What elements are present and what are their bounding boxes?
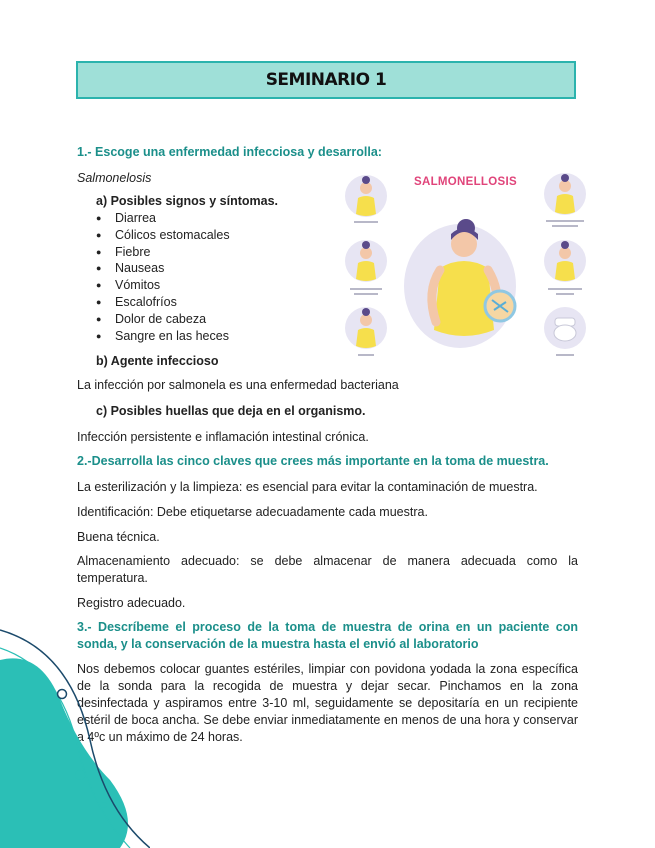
q2-item-1: La esterilización y la limpieza: es esencial para evitar la contaminación de muestra.	[77, 480, 538, 494]
list-item: ● Dolor de cabeza	[96, 311, 230, 328]
q1-a-label: a) Posibles signos y síntomas.	[96, 194, 279, 208]
list-item: ● Sangre en las heces	[96, 328, 230, 345]
salmonellosis-illustration	[340, 168, 588, 363]
q3-heading: 3.- Descríbeme el proceso de la toma de muestra de orina en un paciente con sonda, y la conservación de la muestra hasta el envió al laboratorio	[77, 620, 578, 651]
q1-b-text: La infección por salmonela es una enfermedad bacteriana	[77, 378, 399, 392]
list-item: ● Cólicos estomacales	[96, 227, 230, 244]
q3-text: Nos debemos colocar guantes estériles, limpiar con povidona yodada la zona específica de la sonda para la recogida de muestra y dejar secar. Pinchamos en la zona desinfectada y aspiramos entre 3-10 ml, seguidamente se depositaría en un recipiente estéril de boca ancha. Se debe enviar inmediatamente en menos de una hora y conservar a 4ºc un máximo de 24 horas.	[77, 662, 578, 744]
q2-item-3: Buena técnica.	[77, 530, 160, 544]
icon-left-1	[345, 175, 387, 217]
illustration-graphic	[340, 168, 588, 363]
list-item: ● Diarrea	[96, 210, 230, 227]
q2-item-4: Almacenamiento adecuado: se debe almacenar de manera adecuada como la temperatura.	[77, 554, 578, 585]
symptom-list	[96, 210, 230, 344]
list-item: ● Fiebre	[96, 244, 230, 261]
page-title: SEMINARIO 1	[265, 70, 387, 90]
disease-name: Salmonelosis	[77, 171, 152, 185]
list-item: ● Escalofríos	[96, 294, 230, 311]
q1-c-text: Infección persistente e inflamación intestinal crónica.	[77, 430, 369, 444]
q1-c-label: c) Posibles huellas que deja en el organismo.	[96, 404, 366, 418]
decorative-wave	[0, 600, 150, 848]
list-item: ● Nauseas	[96, 260, 230, 277]
q2-item-2: Identificación: Debe etiquetarse adecuadamente cada muestra.	[77, 505, 428, 519]
q2-item-5: Registro adecuado.	[77, 596, 186, 610]
q2-heading: 2.-Desarrolla las cinco claves que crees más importante en la toma de muestra.	[77, 454, 549, 468]
illustration-title: SALMONELLOSIS	[414, 176, 517, 188]
title-box	[76, 61, 576, 99]
q1-heading: 1.- Escoge una enfermedad infecciosa y desarrolla:	[77, 145, 382, 159]
q1-b-label: b) Agente infeccioso	[96, 354, 219, 368]
list-item: ● Vómitos	[96, 277, 230, 294]
